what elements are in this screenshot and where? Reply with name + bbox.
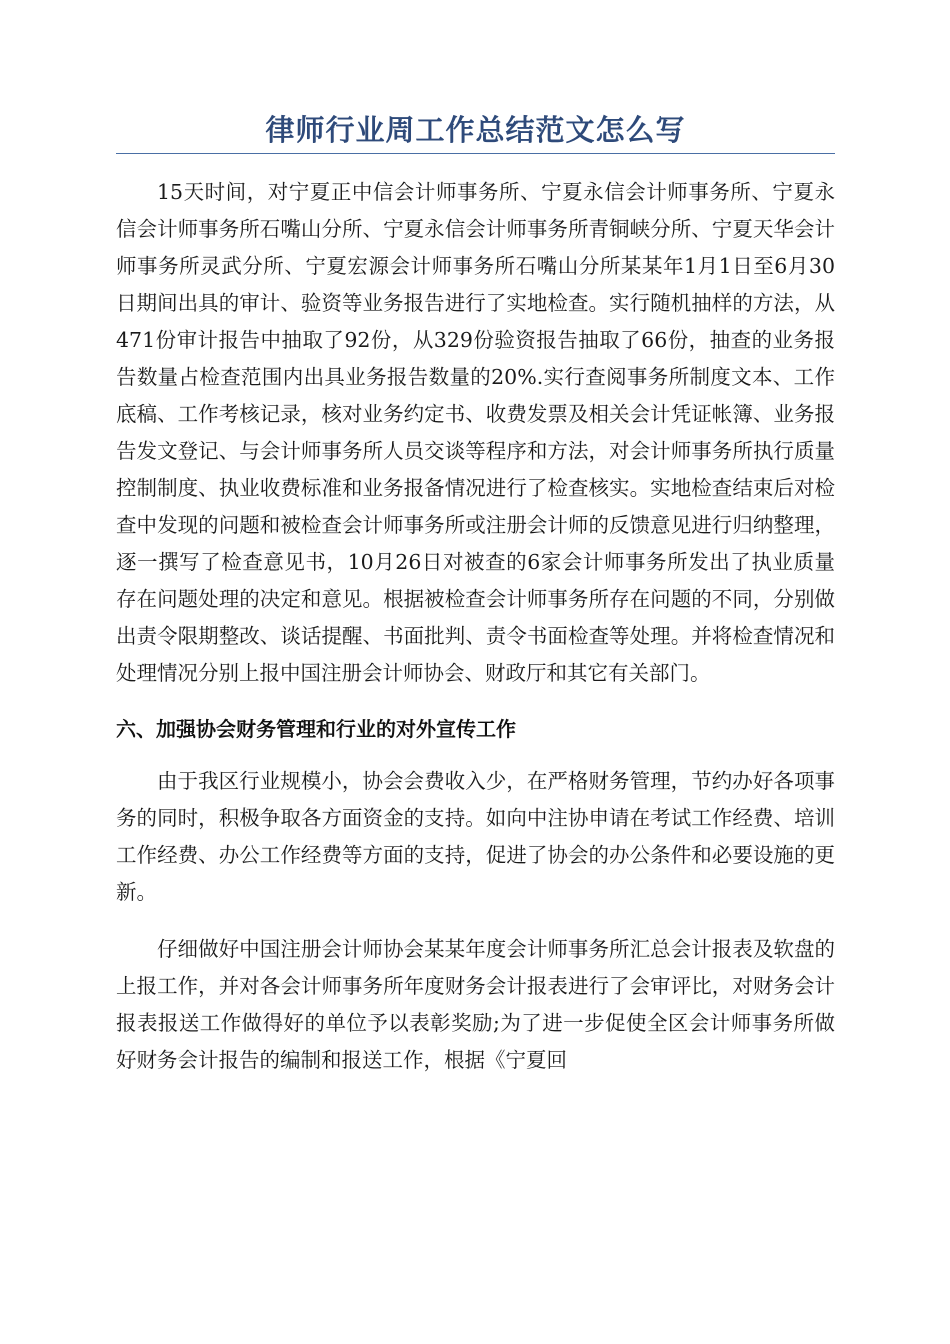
body-paragraph-reports: 仔细做好中国注册会计师协会某某年度会计师事务所汇总会计报表及软盘的上报工作，并对各会计师事务所年度财务会计报表进行了会审评比，对财务会计报表报送工作做得好的单位予以表彰奖励;为了进一步促使全区会计师事务所做好财务会计报告的编制和报送工作，根据《宁夏回 <box>116 937 835 1072</box>
body-paragraph-inspection: 15天时间，对宁夏正中信会计师事务所、宁夏永信会计师事务所、宁夏永信会计师事务所石嘴山分所、宁夏永信会计师事务所青铜峡分所、宁夏天华会计师事务所灵武分所、宁夏宏源会计师事务所石嘴山分所某某年1月1日至6月30日期间出具的审计、验资等业务报告进行了实地检查。实行随机抽样的方法，从471份审计报告中抽取了92份，从329份验资报告抽取了66份，抽查的业务报告数量占检查范围内出具业务报告数量的20%.实行查阅事务所制度文本、工作底稿、工作考核记录，核对业务约定书、收费发票及相关会计凭证帐簿、业务报告发文登记、与会计师事务所人员交谈等程序和方法，对会计师事务所执行质量控制制度、执业收费标准和业务报备情况进行了检查核实。实地检查结束后对检查中发现的问题和被检查会计师事务所或注册会计师的反馈意见进行归纳整理，逐一撰写了检查意见书，10月26日对被查的6家会计师事务所发出了执业质量存在问题处理的决定和意见。根据被检查会计师事务所存在问题的不同，分别做出责令限期整改、谈话提醒、书面批判、责令书面检查等处理。并将检查情况和处理情况分别上报中国注册会计师协会、财政厅和其它有关部门。 <box>116 180 835 685</box>
document-title: 律师行业周工作总结范文怎么写 <box>265 113 686 147</box>
document-body <box>116 174 835 1079</box>
title-underline <box>116 153 835 154</box>
section-heading: 六、加强协会财务管理和行业的对外宣传工作 <box>116 717 516 741</box>
body-paragraph-finance: 由于我区行业规模小，协会会费收入少，在严格财务管理，节约办好各项事务的同时，积极争取各方面资金的支持。如向中注协申请在考试工作经费、培训工作经费、办公工作经费等方面的支持，促进了协会的办公条件和必要设施的更新。 <box>116 769 835 904</box>
